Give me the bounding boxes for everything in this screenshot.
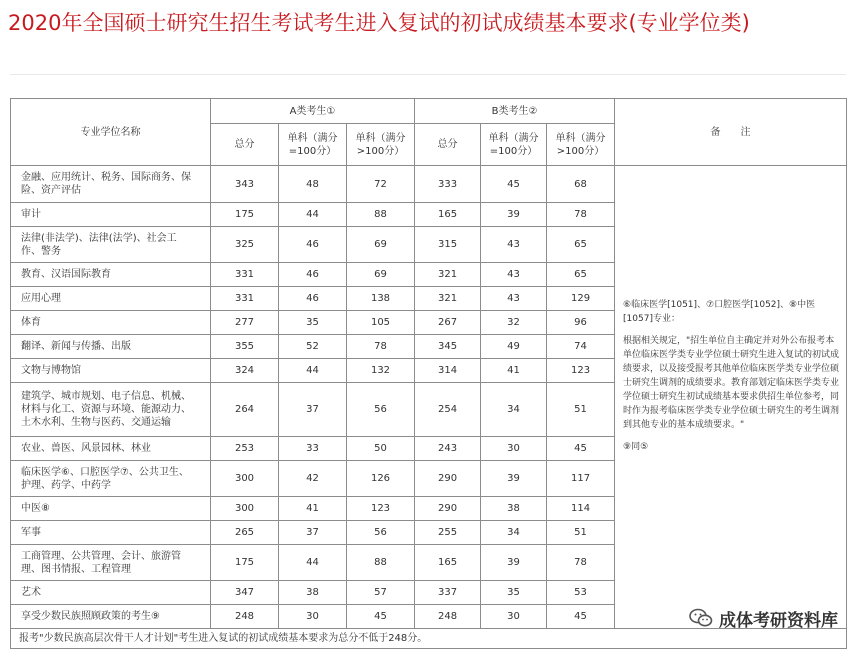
score-a-single-gt100: 126 [347, 461, 415, 497]
score-a-total: 253 [211, 437, 279, 461]
score-a-total: 265 [211, 521, 279, 545]
score-a-single-100: 35 [279, 311, 347, 335]
remark-paragraph: 根据相关规定，"招生单位自主确定并对外公布报考本单位临床医学类专业学位硕士研究生进入复试的初试成绩要求，以及接受报考其他单位临床医学类专业学位硕士研究生调剂的成绩要求。教育部划定临床医学类专业学位硕士研究生初试成绩基本要求供招生单位参考，同时作为报考临床医学类专业学位硕士研究生的考生调剂到其他专业的基本成绩要求。" [623, 336, 840, 430]
score-a-single-gt100: 69 [347, 227, 415, 263]
score-a-single-gt100: 132 [347, 359, 415, 383]
score-b-total: 243 [415, 437, 481, 461]
score-b-single-100: 43 [481, 263, 547, 287]
score-b-single-gt100: 74 [547, 335, 615, 359]
score-b-single-100: 38 [481, 497, 547, 521]
score-a-single-100: 44 [279, 203, 347, 227]
major-name: 教育、汉语国际教育 [11, 263, 211, 287]
score-a-single-100: 46 [279, 263, 347, 287]
score-b-single-100: 32 [481, 311, 547, 335]
score-a-single-gt100: 57 [347, 581, 415, 605]
score-a-single-100: 46 [279, 227, 347, 263]
remark-cell [615, 166, 847, 629]
score-a-total: 175 [211, 203, 279, 227]
score-b-total: 315 [415, 227, 481, 263]
major-name: 农业、兽医、风景园林、林业 [11, 437, 211, 461]
score-a-single-gt100: 56 [347, 383, 415, 437]
score-b-single-100: 35 [481, 581, 547, 605]
score-b-total: 165 [415, 203, 481, 227]
score-a-single-100: 42 [279, 461, 347, 497]
score-a-total: 300 [211, 461, 279, 497]
remark-paragraph: ⑨同⑤ [623, 442, 649, 452]
header-b-single-gt100: 单科（满分 >100分） [547, 124, 615, 166]
major-name: 法律(非法学)、法律(法学)、社会工 作、警务 [11, 227, 211, 263]
score-a-total: 248 [211, 605, 279, 629]
header-b-single-100: 单科（满分 =100分） [481, 124, 547, 166]
score-b-total: 333 [415, 166, 481, 203]
header-major: 专业学位名称 [11, 99, 211, 166]
score-a-single-100: 48 [279, 166, 347, 203]
score-a-single-gt100: 88 [347, 203, 415, 227]
score-b-total: 248 [415, 605, 481, 629]
score-table [10, 98, 847, 649]
score-a-total: 347 [211, 581, 279, 605]
score-b-single-gt100: 123 [547, 359, 615, 383]
major-name: 翻译、新闻与传播、出版 [11, 335, 211, 359]
score-a-single-100: 37 [279, 383, 347, 437]
score-a-total: 331 [211, 287, 279, 311]
score-a-single-100: 46 [279, 287, 347, 311]
score-b-single-gt100: 53 [547, 581, 615, 605]
score-b-single-gt100: 96 [547, 311, 615, 335]
major-name: 建筑学、城市规划、电子信息、机械、 材料与化工、资源与环境、能源动力、 土木水利、生物与医药、交通运输 [11, 383, 211, 437]
score-b-total: 321 [415, 263, 481, 287]
header-a-single-gt100: 单科（满分 >100分） [347, 124, 415, 166]
score-b-total: 254 [415, 383, 481, 437]
header-group-a: A类考生① [211, 99, 415, 124]
score-b-single-gt100: 68 [547, 166, 615, 203]
score-a-single-gt100: 72 [347, 166, 415, 203]
major-name: 军事 [11, 521, 211, 545]
score-a-total: 264 [211, 383, 279, 437]
score-b-single-gt100: 65 [547, 227, 615, 263]
score-b-single-gt100: 114 [547, 497, 615, 521]
score-a-single-100: 33 [279, 437, 347, 461]
score-a-single-gt100: 50 [347, 437, 415, 461]
header-a-single-100: 单科（满分 =100分） [279, 124, 347, 166]
score-a-single-gt100: 88 [347, 545, 415, 581]
major-name: 临床医学⑥、口腔医学⑦、公共卫生、 护理、药学、中药学 [11, 461, 211, 497]
score-b-single-gt100: 129 [547, 287, 615, 311]
score-a-single-gt100: 123 [347, 497, 415, 521]
score-b-total: 321 [415, 287, 481, 311]
watermark-text: 成体考研资料库 [719, 610, 838, 631]
score-a-total: 324 [211, 359, 279, 383]
header-a-total: 总分 [211, 124, 279, 166]
major-name: 中医⑧ [11, 497, 211, 521]
score-b-single-gt100: 45 [547, 437, 615, 461]
score-b-single-gt100: 65 [547, 263, 615, 287]
score-b-single-100: 43 [481, 287, 547, 311]
score-b-total: 337 [415, 581, 481, 605]
score-b-single-100: 39 [481, 461, 547, 497]
major-name: 体育 [11, 311, 211, 335]
score-a-single-100: 52 [279, 335, 347, 359]
score-b-total: 345 [415, 335, 481, 359]
table-row [11, 166, 847, 203]
remark-paragraph: ⑥临床医学[1051]、⑦口腔医学[1052]、⑧中医[1057]专业： [623, 300, 816, 324]
score-a-total: 300 [211, 497, 279, 521]
score-a-single-gt100: 138 [347, 287, 415, 311]
table-footer-note: 报考"少数民族高层次骨干人才计划"考生进入复试的初试成绩基本要求为总分不低于248分。 [11, 629, 847, 649]
score-b-total: 314 [415, 359, 481, 383]
major-name: 工商管理、公共管理、会计、旅游管 理、图书情报、工程管理 [11, 545, 211, 581]
score-b-single-100: 34 [481, 521, 547, 545]
header-remark: 备 注 [615, 99, 847, 166]
score-a-single-100: 38 [279, 581, 347, 605]
score-b-single-100: 34 [481, 383, 547, 437]
score-a-total: 355 [211, 335, 279, 359]
watermark [689, 602, 838, 634]
major-name: 审计 [11, 203, 211, 227]
score-b-single-gt100: 51 [547, 521, 615, 545]
score-b-single-100: 39 [481, 203, 547, 227]
header-group-b: B类考生② [415, 99, 615, 124]
score-a-total: 175 [211, 545, 279, 581]
score-b-single-gt100: 45 [547, 605, 615, 629]
score-a-single-100: 41 [279, 497, 347, 521]
score-b-single-100: 43 [481, 227, 547, 263]
score-a-total: 331 [211, 263, 279, 287]
score-b-single-gt100: 117 [547, 461, 615, 497]
score-a-total: 325 [211, 227, 279, 263]
score-b-single-100: 41 [481, 359, 547, 383]
score-b-single-100: 30 [481, 605, 547, 629]
score-b-single-100: 45 [481, 166, 547, 203]
score-b-single-gt100: 78 [547, 203, 615, 227]
score-b-single-100: 30 [481, 437, 547, 461]
score-a-total: 277 [211, 311, 279, 335]
wechat-icon [689, 608, 713, 628]
score-b-total: 267 [415, 311, 481, 335]
score-b-single-gt100: 51 [547, 383, 615, 437]
score-a-single-100: 44 [279, 359, 347, 383]
score-b-total: 290 [415, 497, 481, 521]
score-a-single-100: 44 [279, 545, 347, 581]
score-b-total: 255 [415, 521, 481, 545]
score-a-single-gt100: 105 [347, 311, 415, 335]
score-a-single-gt100: 56 [347, 521, 415, 545]
divider [10, 74, 846, 75]
major-name: 文物与博物馆 [11, 359, 211, 383]
score-a-single-100: 37 [279, 521, 347, 545]
score-a-single-gt100: 69 [347, 263, 415, 287]
score-b-total: 165 [415, 545, 481, 581]
score-a-single-gt100: 45 [347, 605, 415, 629]
major-name: 享受少数民族照顾政策的考生⑨ [11, 605, 211, 629]
score-b-single-100: 39 [481, 545, 547, 581]
score-a-total: 343 [211, 166, 279, 203]
major-name: 应用心理 [11, 287, 211, 311]
score-a-single-gt100: 78 [347, 335, 415, 359]
score-b-single-100: 49 [481, 335, 547, 359]
score-b-single-gt100: 78 [547, 545, 615, 581]
major-name: 艺术 [11, 581, 211, 605]
score-b-total: 290 [415, 461, 481, 497]
header-b-total: 总分 [415, 124, 481, 166]
score-a-single-100: 30 [279, 605, 347, 629]
major-name: 金融、应用统计、税务、国际商务、保 险、资产评估 [11, 166, 211, 203]
page-title: 2020年全国硕士研究生招生考试考生进入复试的初试成绩基本要求(专业学位类) [8, 11, 750, 35]
